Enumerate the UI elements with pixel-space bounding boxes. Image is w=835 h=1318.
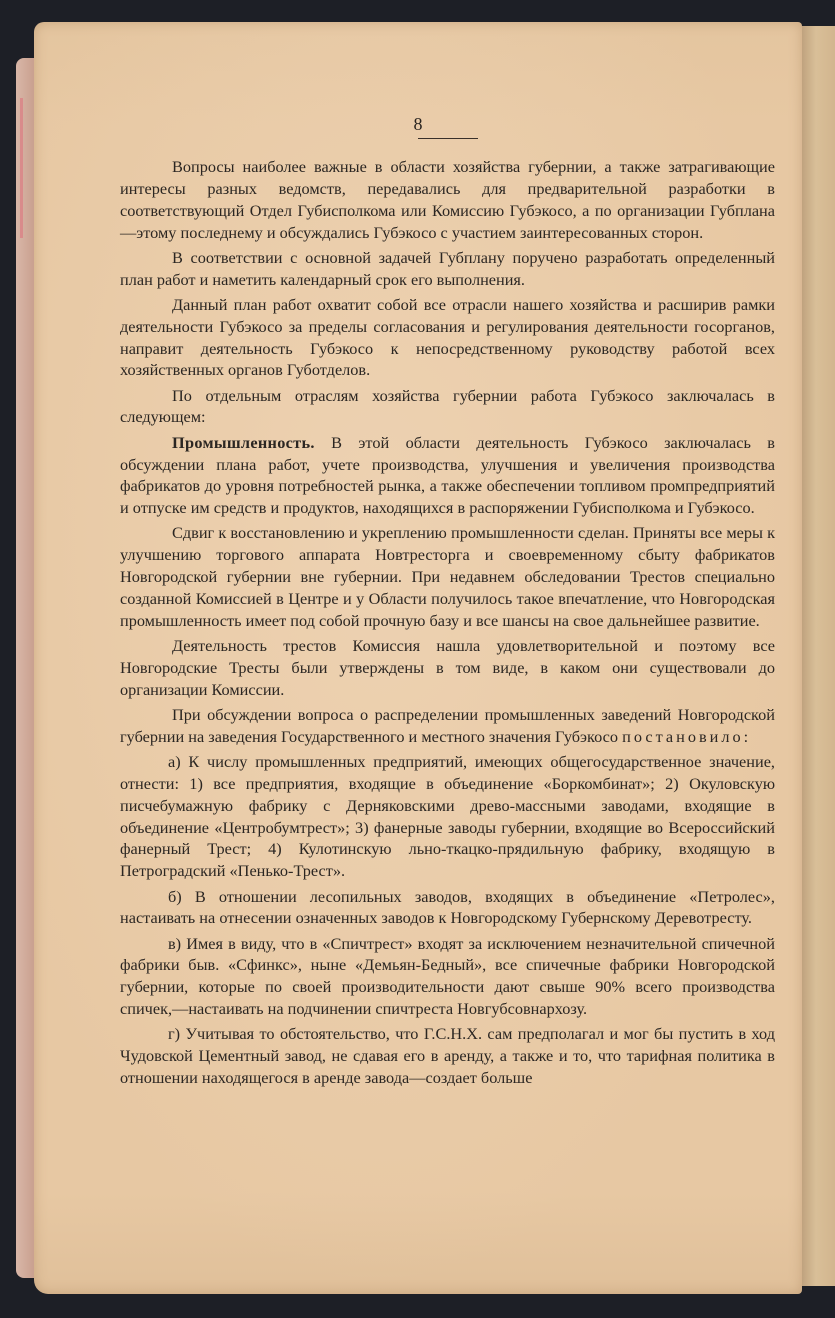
decree-word: постановило: xyxy=(622,726,752,746)
paragraph-text: В этой области деятельность Губэкосо заключалась в обсуждении плана работ, учете производства, улучшения и увеличения производства фабрикатов до уровня потребностей рынка, а также обеспечении топливом промпредприятий и отпуске им средств и продуктов, находящихся в распоряжении Губисполкома и Губэкосо. xyxy=(120,432,775,518)
paragraph-industry xyxy=(120,432,775,519)
subparagraph-a: а) К числу промышленных предприятий, имеющих общегосударственное значение, отнести: 1) все предприятия, входящие в объединение «Боркомбинат»; 2) Окуловскую писчебумажную фабрику с Дерняковскими древо-массными заводами, входящие в объединение «Центробумтрест»; 3) фанерные заводы губернии, входящие во Всероссийский фанерный Трест; 4) Кулотинскую льно-ткацко-прядильную фабрику, входящую в Петроградский «Пенько-Трест». xyxy=(120,752,775,881)
paragraph-text: При обсуждении вопроса о распределении промышленных заведений Новгородской губернии на заведения Государственного и местного значения Губэкосо xyxy=(120,704,775,746)
page-number-rule xyxy=(418,138,478,139)
paragraph: Данный план работ охватит собой все отрасли нашего хозяйства и расширив рамки деятельности Губэкосо за пределы согласования и регулирования деятельности госорганов, направит деятельность Губэкосо к непосредственному руководству работой всех хозяйственных органов Губотделов. xyxy=(120,294,775,380)
paragraph: Вопросы наиболее важные в области хозяйства губернии, а также затрагивающие интересы разных ведомств, передавались для предварительной разработки в соответствующий Отдел Губисполкома или Комиссию Губэкосо, а по организации Губплана—этому последнему и обсуждались Губэкосо с участием заинтересованных сторон. xyxy=(120,157,775,242)
paragraph: Сдвиг к восстановлению и укреплению промышленности сделан. Приняты все меры к улучшению торгового аппарата Новтресторга и своевременному сбыту фабрикатов Новгородской губернии вне губернии. При недавнем обследовании Трестов специально созданной Комиссией в Центре и у Области получилось такое впечатление, что Новгородская промышленность имеет под собой прочную базу и все шансы на свое дальнейшее развитие. xyxy=(120,523,775,630)
paragraph: В соответствии с основной задачей Губплану поручено разработать определенный план работ и наметить календарный срок его выполнения. xyxy=(120,247,775,289)
subparagraph-b: б) В отношении лесопильных заводов, входящих в объединение «Петролес», настаивать на отнесении означенных заводов к Новгородскому Губернскому Деревотресту. xyxy=(120,886,775,928)
document-page xyxy=(34,22,802,1294)
paragraph: Деятельность трестов Комиссия нашла удовлетворительной и поэтому все Новгородские Тресты были утверждены в том виде, в каком они существовали до организации Комиссии. xyxy=(120,636,775,699)
section-heading-industry: Промышленность. xyxy=(172,432,315,452)
body-text xyxy=(120,156,775,1092)
paragraph-decree xyxy=(120,704,775,748)
page-number: 8 xyxy=(413,114,423,134)
paragraph: По отдельным отраслям хозяйства губернии работа Губэкосо заключалась в следующем: xyxy=(120,385,775,427)
subparagraph-v: в) Имея в виду, что в «Спичтрест» входят за исключением незначительной спичечной фабрики быв. «Сфинкс», ныне «Демьян-Бедный», все спичечные фабрики Новгородской губернии, которые по своей производительности дают свыше 90% всего производства спичек,—настаивать на подчинении спичтреста Новгубсовнархозу. xyxy=(120,933,775,1019)
subparagraph-g: г) Учитывая то обстоятельство, что Г.С.Н.Х. сам предполагал и мог бы пустить в ход Чудовской Цементный завод, не сдавая его в аренду, а также и то, что тарифная политика в отношении находящегося в аренде завода—создает больше xyxy=(120,1024,775,1088)
